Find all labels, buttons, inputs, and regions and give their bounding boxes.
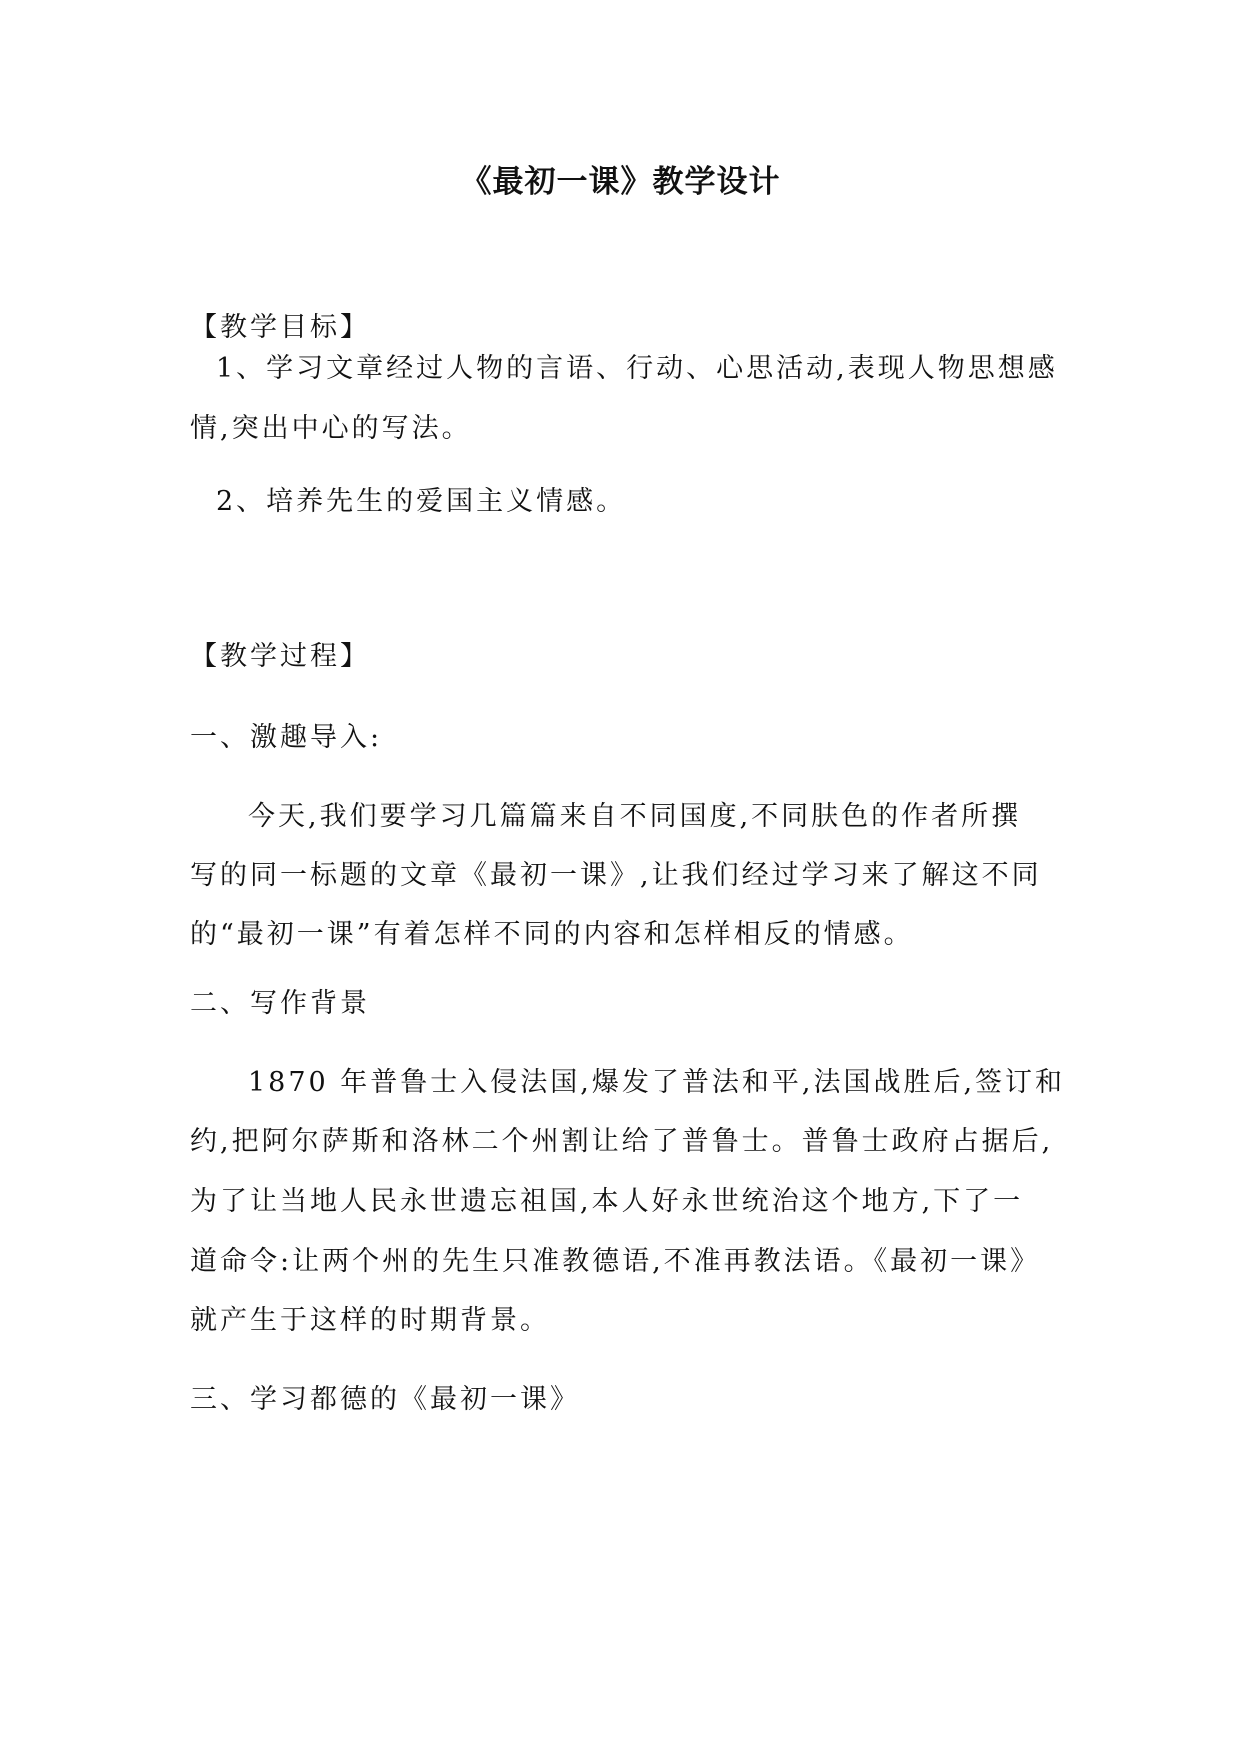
part-1-paragraph-line-2: 写的同一标题的文章《最初一课》,让我们经过学习来了解这不同 xyxy=(190,860,1042,891)
section-heading-process: 【教学过程】 xyxy=(190,641,370,672)
part-2-paragraph-line-3: 为了让当地人民永世遗忘祖国,本人好永世统治这个地方,下了一 xyxy=(190,1186,1024,1217)
section-heading-goals: 【教学目标】 xyxy=(190,312,370,343)
part-2-heading: 二、写作背景 xyxy=(190,988,370,1019)
goal-item-1-line-1: 1、学习文章经过人物的言语、行动、心思活动,表现人物思想感 xyxy=(216,353,1058,384)
part-2-paragraph-line-5: 就产生于这样的时期背景。 xyxy=(190,1305,550,1336)
part-2-paragraph-line-2: 约,把阿尔萨斯和洛林二个州割让给了普鲁士。普鲁士政府占据后, xyxy=(190,1126,1054,1157)
part-2-paragraph-line-1: 1870 年普鲁士入侵法国,爆发了普法和平,法国战胜后,签订和 xyxy=(248,1067,1066,1098)
goal-item-1-line-2: 情,突出中心的写法。 xyxy=(190,413,472,444)
part-2-paragraph-line-4: 道命令:让两个州的先生只准教德语,不准再教法语。《最初一课》 xyxy=(190,1246,1041,1277)
part-1-paragraph-line-3: 的“最初一课”有着怎样不同的内容和怎样相反的情感。 xyxy=(190,919,914,950)
part-3-heading: 三、学习都德的《最初一课》 xyxy=(190,1384,580,1415)
goal-item-2: 2、培养先生的爱国主义情感。 xyxy=(216,486,627,517)
part-1-paragraph-line-1: 今天,我们要学习几篇篇来自不同国度,不同肤色的作者所撰 xyxy=(248,801,1022,832)
part-1-heading: 一、激趣导入: xyxy=(190,722,383,753)
page-title: 《最初一课》教学设计 xyxy=(460,164,781,200)
